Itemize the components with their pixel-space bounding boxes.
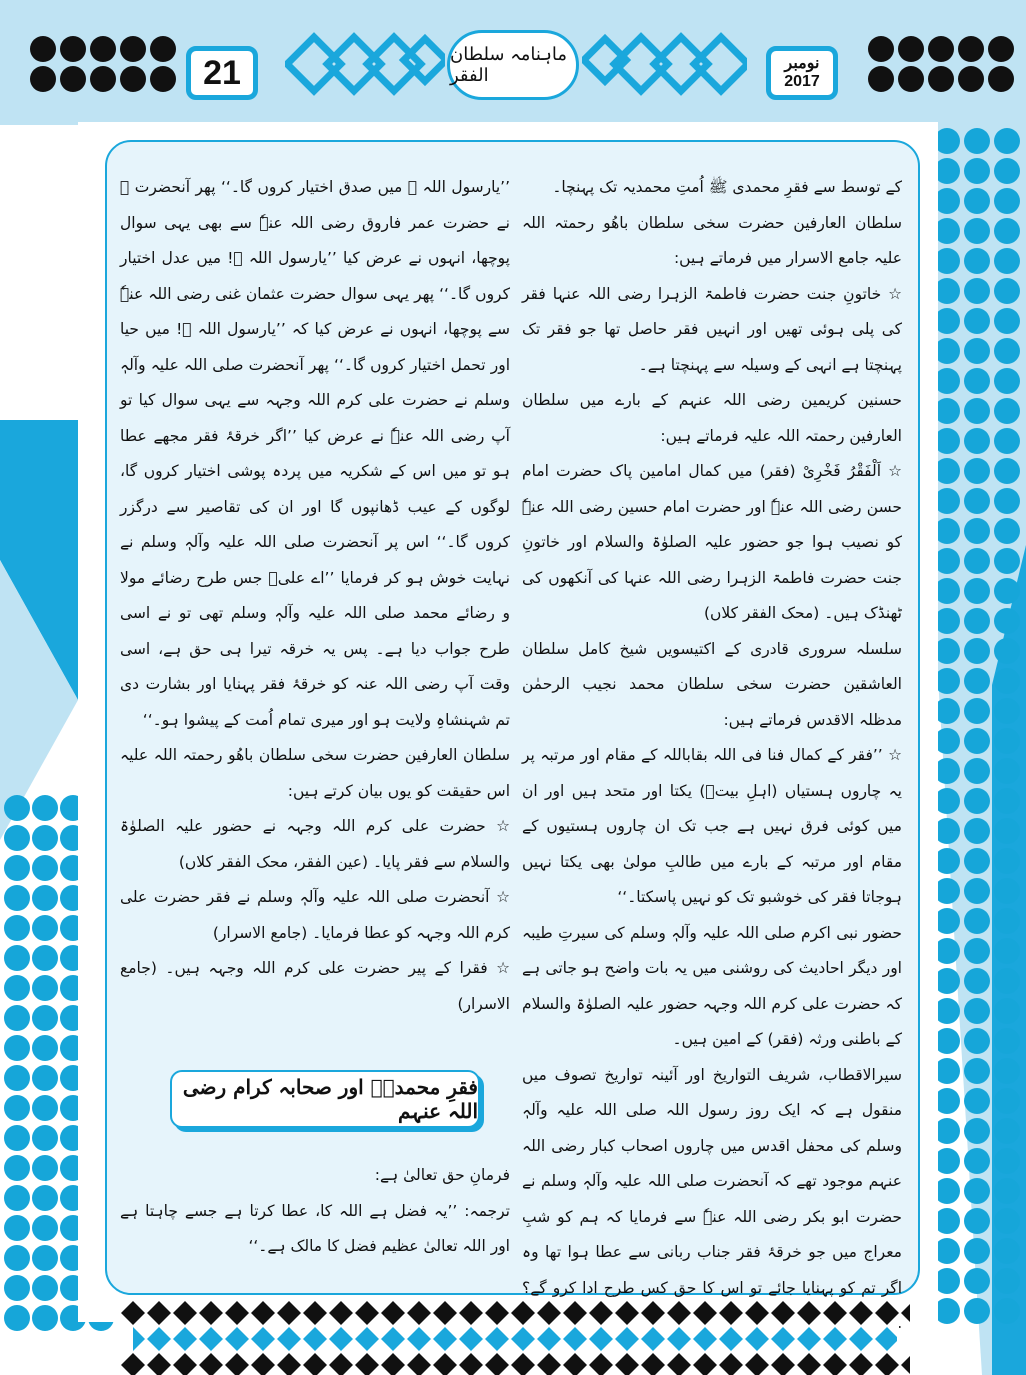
paragraph: ☆ خاتونِ جنت حضرت فاطمۃ الزہرا رضی اللہ عنہا فقر کی پلی ہوئی تھیں اور انہیں فقر حاصل تھا جو فقر تک پہنچتا ہے انہی کے وسیلہ سے پہنچتا ہے۔	[522, 284, 902, 374]
paragraph: کے توسط سے فقرِ محمدی ﷺ اُمتِ محمدیہ تک پہنچا۔	[552, 178, 902, 196]
header-chain-ornament-right	[582, 30, 747, 100]
paragraph: ترجمہ: ’’یہ فضل ہے اللہ کا، عطا کرتا ہے جسے چاہتا ہے اور اللہ تعالیٰ عظیم فضل کا مالک ہے۔‘‘	[120, 1201, 510, 1255]
section-heading: فقرِ محمدیؐ اور صحابہ کرام رضی اللہ عنہم	[170, 1070, 480, 1128]
paragraph: ☆ ’’فقر کے کمال فنا فی اللہ بقاباللہ کے مقام اور مرتبہ پر یہ چاروں ہستیاں (اہلِ بیتؓ) یکتا اور متحد ہیں اور ان میں کوئی فرق نہیں ہے جب تک ان چاروں ہستیوں کے مقام اور مرتبہ کے بارے میں طالبِ مولیٰ بھی یکتا نہیں ہوجاتا فقر کی خوشبو تک کو نہیں پاسکتا۔‘‘	[522, 746, 902, 906]
right-text-column	[522, 170, 902, 1342]
bottom-text-block	[120, 1158, 510, 1265]
page-number: 21	[186, 46, 258, 100]
magazine-masthead: ماہنامہ سلطان الفقر	[447, 30, 579, 100]
issue-month: نومبر	[784, 55, 820, 72]
header-chain-ornament-left	[285, 30, 445, 100]
paragraph: سلطان العارفین حضرت سخی سلطان باھُو رحمتہ اللہ علیہ اس حقیقت کو یوں بیان کرتے ہیں:	[120, 746, 510, 800]
footer-diamond-pattern	[120, 1300, 910, 1375]
paragraph: ☆ آنحضرت صلی اللہ علیہ وآلہٖ وسلم نے فقر حضرت علی کرم اللہ وجہہ کو عطا فرمایا۔ (جامع الاسرار)	[120, 888, 510, 942]
paragraph: ’’یارسول اللہ ﷺ میں صدق اختیار کروں گا۔‘‘ پھر آنحضرت ﷺ نے حضرت عمر فاروق رضی اللہ عنہٗ سے بھی یہی سوال پوچھا، انہوں نے عرض کیا ’’یارسول اللہ ﷺ! میں عدل اختیار کروں گا۔‘‘ پھر یہی سوال حضرت عثمان غنی رضی اللہ عنہٗ سے پوچھا، انہوں نے عرض کیا کہ ’’یارسول اللہ ﷺ! میں حیا اور تحمل اختیار کروں گا۔‘‘ پھر آنحضرت صلی اللہ علیہ وآلہٖ وسلم نے حضرت علی کرم اللہ وجہہ سے یہی سوال کیا تو آپ رضی اللہ عنہٗ نے عرض کیا ’’اگر خرقۂ فقر مجھے عطا ہو تو میں اس کے شکریہ میں پردہ پوشی اختیار کروں گا، لوگوں کے عیب ڈھانپوں گا اور ان کی تقاصیر سے درگزر کروں گا۔‘‘ اس پر آنحضرت صلی اللہ علیہ وآلہٖ وسلم نے نہایت خوش ہو کر فرمایا ’’اے علیؓ جس طرح رضائے مولا و رضائے محمد صلی اللہ علیہ وآلہٖ وسلم تھی تو نے اسی طرح جواب دیا ہے۔ پس یہ خرقہ تیرا ہی حق ہے، اسی وقت آپ رضی اللہ عنہ کو خرقۂ فقر پہنایا اور بشارت دی تم شہنشاہِ ولایت ہو اور میری تمام اُمت کے پیشوا ہو۔‘‘	[120, 178, 510, 729]
issue-year: 2017	[784, 73, 820, 90]
paragraph: ☆ فقرا کے پیر حضرت علی کرم اللہ وجہہ ہیں۔ (جامع الاسرار)	[120, 959, 510, 1013]
paragraph: حضور نبی اکرم صلی اللہ علیہ وآلہٖ وسلم کی سیرتِ طیبہ اور دیگر احادیث کی روشنی میں یہ بات واضح ہو جاتی ہے کہ حضرت علی کرم اللہ وجہہ حضور علیہ الصلوٰۃ والسلام کے باطنی ورثہ (فقر) کے امین ہیں۔	[522, 923, 902, 1048]
paragraph: ☆ حضرت علی کرم اللہ وجہہ نے حضور علیہ الصلوٰۃ والسلام سے فقر پایا۔ (عین الفقر، محک الفقر کلاں)	[120, 817, 510, 871]
paragraph: فرمانِ حق تعالیٰ ہے:	[374, 1166, 510, 1184]
paragraph: سلطان العارفین حضرت سخی سلطان باھُو رحمتہ اللہ علیہ جامع الاسرار میں فرماتے ہیں:	[522, 213, 902, 267]
left-text-column	[120, 170, 510, 1022]
issue-date	[766, 46, 838, 100]
header-dots-right	[868, 36, 1014, 92]
paragraph: ☆ اَلْفَقْرُ فَخْرِیْ (فقر) میں کمال امامین پاک حضرت امام حسن رضی اللہ عنہٗ اور حضرت امام حسین رضی اللہ عنہٗ کو نصیب ہوا جو حضور علیہ الصلوٰۃ والسلام اور خاتونِ جنت حضرت فاطمۃ الزہرا رضی اللہ عنہا کی آنکھوں کی ٹھنڈک ہیں۔ (محک الفقر کلاں)	[522, 462, 902, 622]
header-dots-left	[30, 36, 176, 92]
right-dots-column	[934, 128, 1020, 1324]
paragraph: سلسلہ سروری قادری کے اکتیسویں شیخ کامل سلطان العاشقین حضرت سخی سلطان محمد نجیب الرحمٰن مدظلہ الاقدس فرماتے ہیں:	[522, 639, 902, 729]
paragraph: سیرالاقطاب، شریف التواریخ اور آئینہ تواریخ تصوف میں منقول ہے کہ ایک روز رسول اللہ صلی اللہ علیہ وآلہٖ وسلم کی محفل اقدس میں چاروں اصحاب کبار رضی اللہ عنہم موجود تھے کہ آنحضرت صلی اللہ علیہ وآلہٖ وسلم نے حضرت ابو بکر رضی اللہ عنہٗ سے فرمایا کہ ہم کو شبِ معراج میں جو خرقۂ فقر جناب ربانی سے عطا ہوا تھا وہ اگر تم کو پہنایا جائے تو اس کا حق کس طرح ادا کرو گے؟	[522, 1065, 902, 1297]
paragraph: حسنین کریمین رضی اللہ عنہم کے بارے میں سلطان العارفین رحمتہ اللہ علیہ فرماتے ہیں:	[522, 391, 902, 445]
